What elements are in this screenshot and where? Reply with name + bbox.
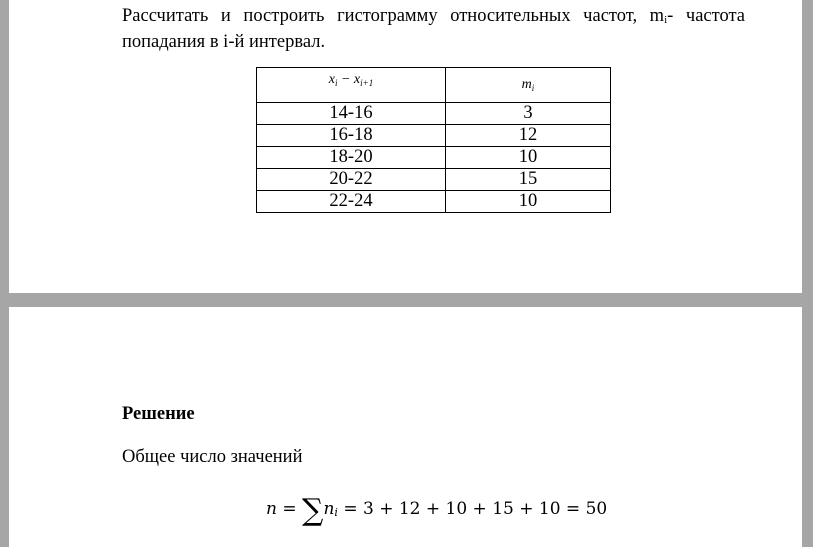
- interval-header: $x_i - x_{i+1}$: [257, 68, 446, 103]
- table-row: [257, 169, 611, 191]
- table-row: [257, 103, 611, 125]
- sum-formula: [266, 493, 607, 528]
- formula-term-subscript: i: [334, 506, 338, 519]
- frequency-header: $m_i$: [446, 68, 611, 103]
- formula-term: n: [323, 499, 335, 519]
- task-text-end: - частота попадания в i-й интервал.: [122, 6, 746, 52]
- formula-rhs: = 3 + 12 + 10 + 15 + 10 = 50: [337, 499, 608, 519]
- table-row: [257, 147, 611, 169]
- frequency-cell: 10: [446, 147, 611, 169]
- formula-equals: =: [276, 499, 303, 519]
- frequency-cell: 12: [446, 125, 611, 147]
- sigma-symbol: ∑: [302, 493, 324, 528]
- frequency-cell: 15: [446, 169, 611, 191]
- total-count-label: Общее число значений: [122, 447, 303, 467]
- interval-cell: 20-22: [257, 169, 446, 191]
- interval-cell: 14-16: [257, 103, 446, 125]
- document-page-2: [9, 307, 802, 547]
- document-page-1: [9, 0, 802, 293]
- formula-lhs: n: [266, 499, 277, 519]
- table-header-row: [257, 68, 611, 103]
- frequency-table: [256, 67, 611, 213]
- solution-heading: Решение: [122, 404, 195, 424]
- task-subscript: i: [664, 14, 668, 26]
- interval-cell: 18-20: [257, 147, 446, 169]
- interval-cell: 22-24: [257, 191, 446, 213]
- table-row: [257, 125, 611, 147]
- task-paragraph: [122, 5, 745, 53]
- interval-cell: 16-18: [257, 125, 446, 147]
- table-row: [257, 191, 611, 213]
- frequency-cell: 10: [446, 191, 611, 213]
- frequency-cell: 3: [446, 103, 611, 125]
- task-text-start: Рассчитать и построить гистограмму относительных частот, m: [122, 6, 665, 26]
